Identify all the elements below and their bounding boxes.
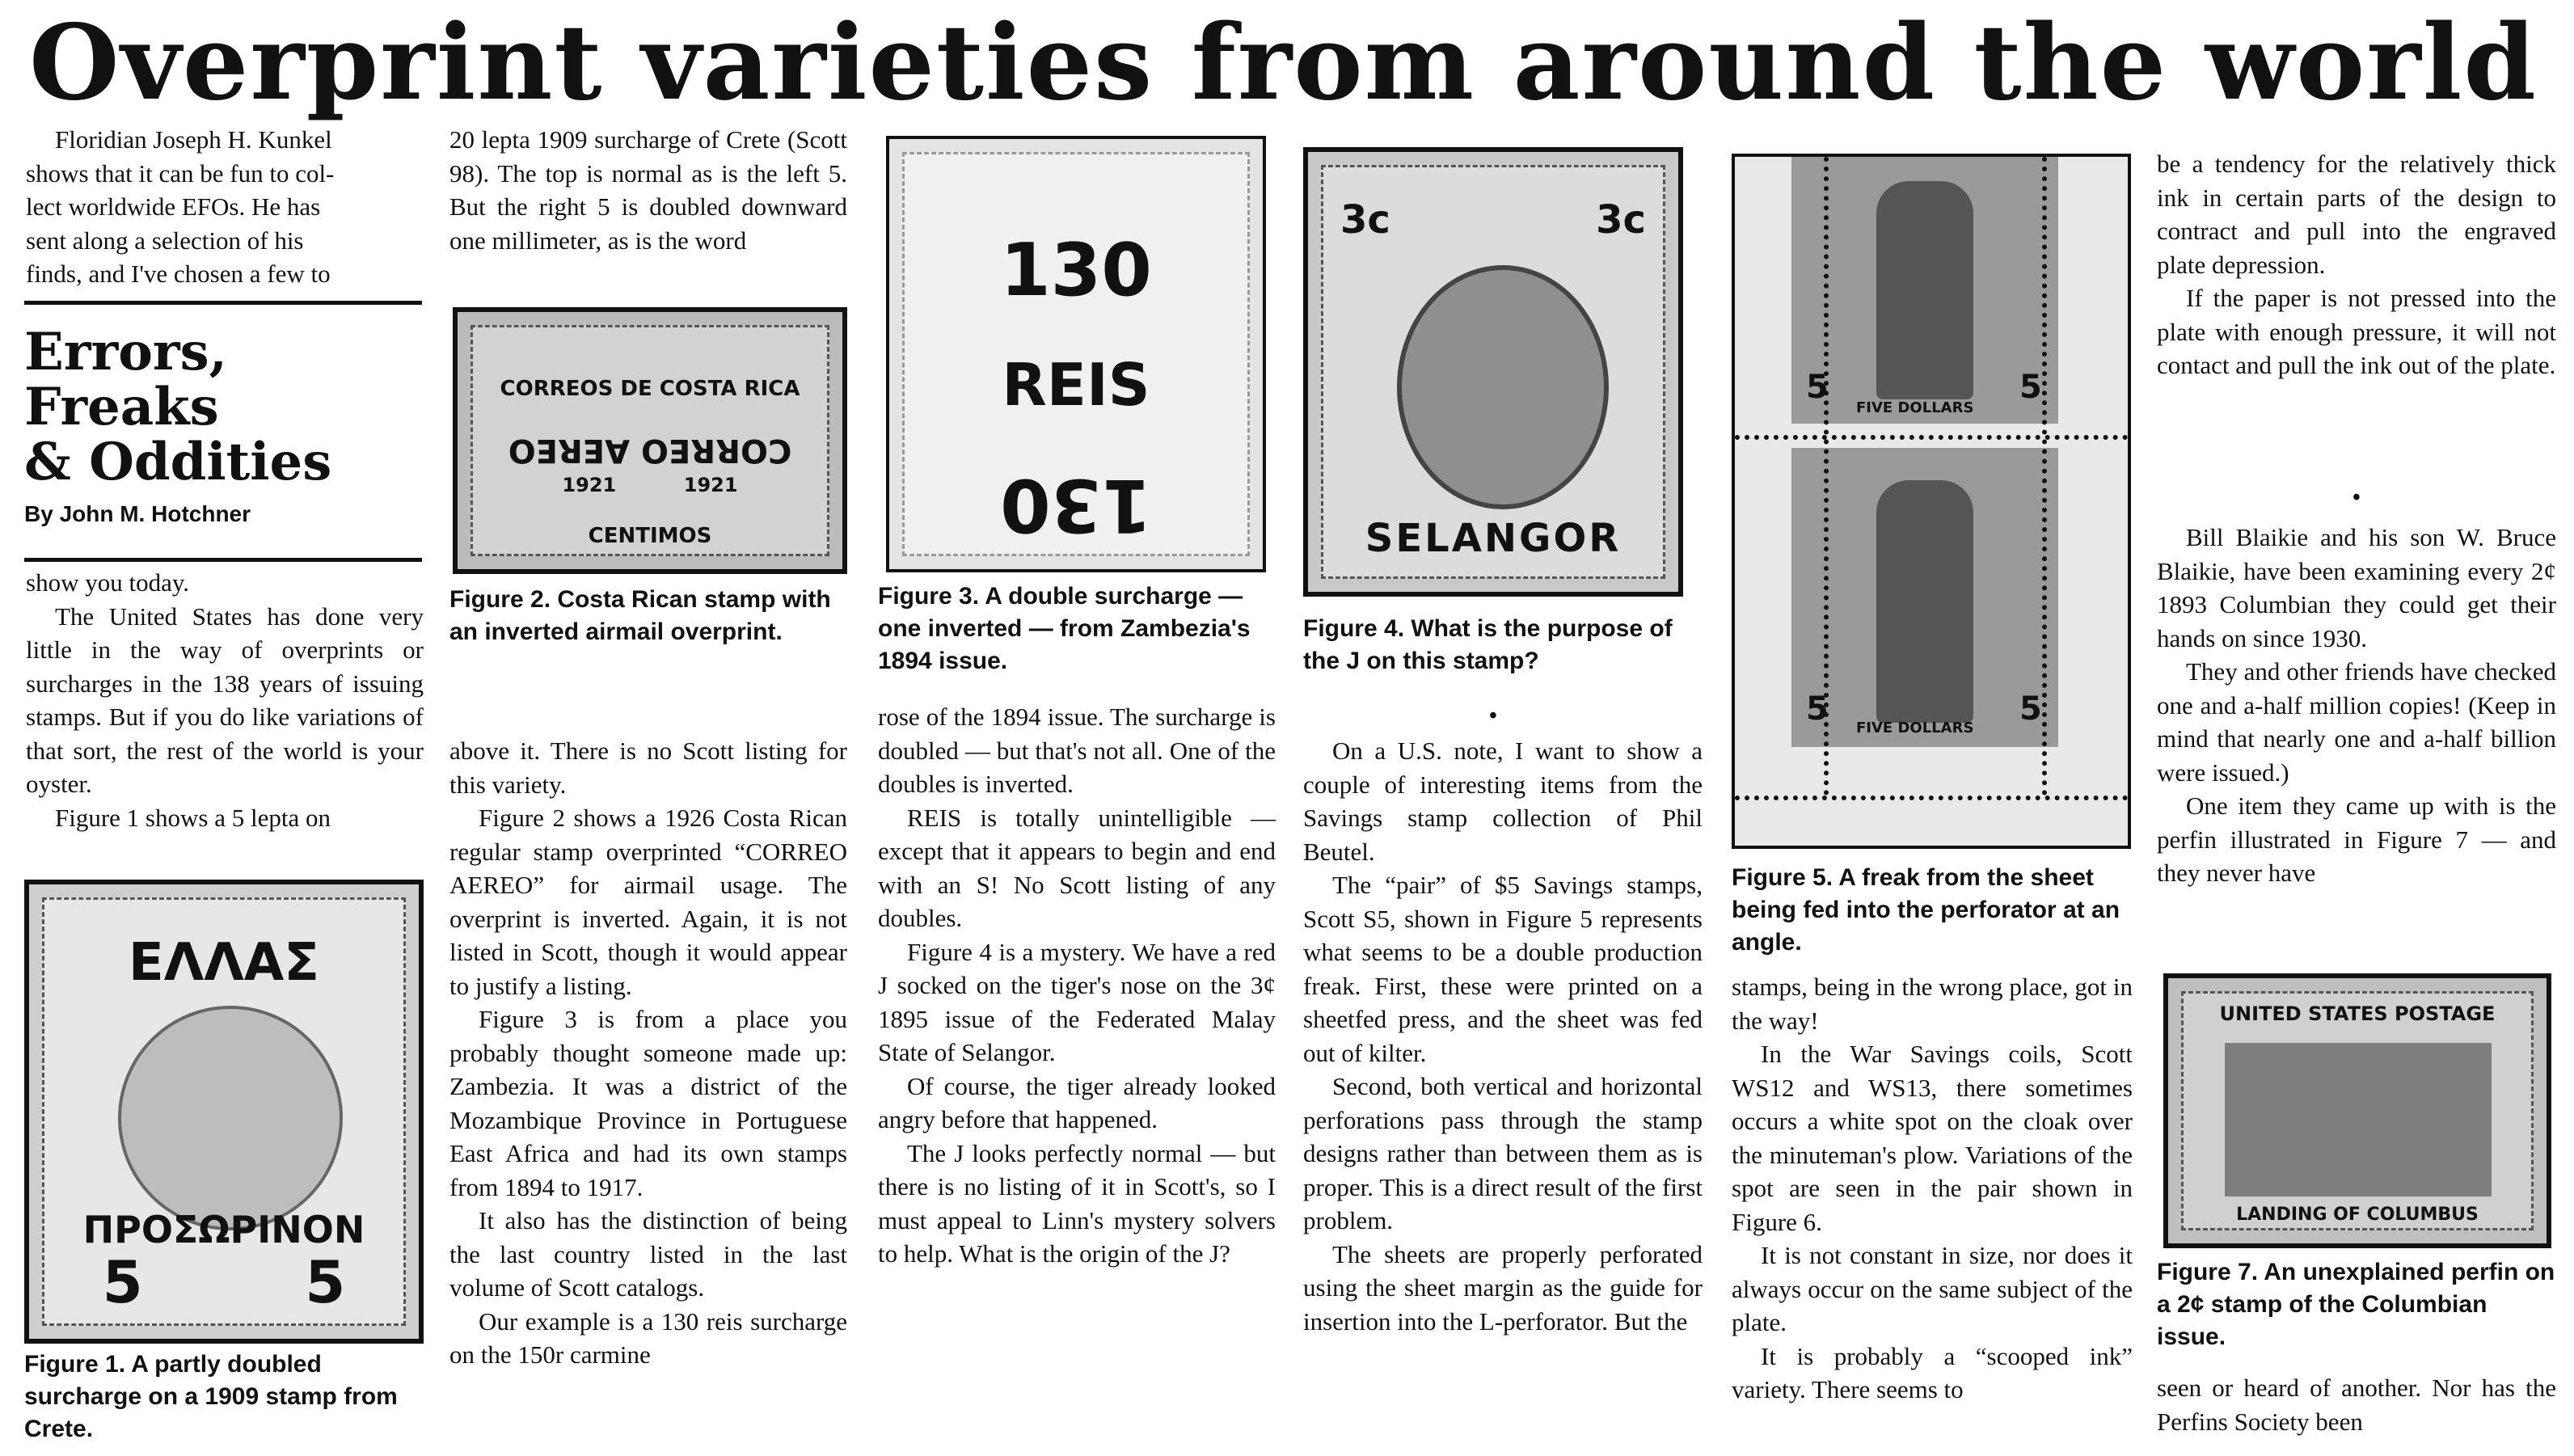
stamp-inverted-value: 130 xyxy=(1000,462,1152,547)
headline: Overprint varieties from around the world xyxy=(29,2,2538,124)
col4-para: The “pair” of $5 Savings stamps, Scott S5, shown in Figure 5 represents what seems to be a double production freak. First, these were printed on a sheetfed press, and the sheet was fed out of kilter. xyxy=(1303,871,1703,1067)
perforation-line xyxy=(1735,796,2128,800)
col2-para: 20 lepta 1909 surcharge of Crete (Scott 98). The top is normal as is the left 5. But the right 5 is doubled downward one millimeter, as is the word xyxy=(449,125,847,255)
stamp-value-text: 5 xyxy=(2019,369,2042,406)
stamp-country-text: ΕΛΛΑΣ xyxy=(128,933,320,993)
col1-intro-line: Floridian Joseph H. Kunkel xyxy=(55,125,332,154)
col1-para: Figure 1 shows a 5 lepta on xyxy=(55,803,331,832)
figure-4-caption: Figure 4. What is the purpose of the J on this stamp? xyxy=(1303,615,1673,674)
column-title-line: Errors, xyxy=(24,322,227,382)
stamp-value-text: 5 5 xyxy=(102,1248,346,1316)
col6-para: Bill Blaikie and his son W. Bruce Blaikie, have been examining every 2¢ 1893 Columbian they could get their hands on since 1930. xyxy=(2157,523,2556,652)
col2-para: It also has the distinction of being the last country listed in the last volume of Scott catalogs. xyxy=(449,1206,847,1302)
col2-para: Figure 2 shows a 1926 Costa Rican regular stamp overprinted “CORREO AEREO” for airmail usage. The overprint is inverted. Again, it is not listed in Scott, though it would appear to justify a listing. xyxy=(449,804,847,1000)
col2-para: Our example is a 130 reis surcharge on the 150r carmine xyxy=(449,1306,847,1369)
section-bullet: • xyxy=(2352,485,2361,510)
stamp-value-text: 3c xyxy=(1596,197,1646,243)
col4-body xyxy=(1303,734,1703,1338)
figure-7-caption: Figure 7. An unexplained perfin on a 2¢ stamp of the Columbian issue. xyxy=(2157,1259,2555,1350)
column-title xyxy=(24,322,332,492)
stamp-country-text: SELANGOR xyxy=(1365,516,1622,561)
byline: By John M. Hotchner xyxy=(24,501,251,526)
col3-para: REIS is totally unintelligible — except that it appears to begin and end with an S! No Scott listing of any doubles. xyxy=(878,803,1276,932)
stamp-surcharge-text: REIS xyxy=(1002,351,1150,419)
figure-1-caption: Figure 1. A partly doubled surcharge on a 1909 stamp from Crete. xyxy=(24,1351,398,1442)
minuteman-figure xyxy=(1876,480,1973,723)
figure-3-caption: Figure 3. A double surcharge — one inverted — from Zambezia's 1894 issue. xyxy=(878,583,1251,674)
stamp-value-text: 5 xyxy=(1806,690,1829,728)
stamp-scene xyxy=(2225,1043,2492,1196)
figure-5-caption: Figure 5. A freak from the sheet being fed into the perforator at an angle. xyxy=(1732,864,2120,956)
divider-rule xyxy=(24,558,422,562)
stamp-overprint-text: ΠΡΟΣΩΡΙΝΟΝ xyxy=(82,1208,365,1251)
figure-7-stamp xyxy=(2163,973,2551,1248)
stamp-country-text: UNITED STATES POSTAGE xyxy=(2219,1002,2496,1025)
col6-para: If the paper is not pressed into the plate with enough pressure, it will not contact and pull the ink out of the plate. xyxy=(2157,284,2556,379)
stamp-portrait xyxy=(118,1006,343,1230)
col6-mid xyxy=(2157,521,2556,890)
col5-body xyxy=(1732,970,2133,1407)
col1-intro-line: lect worldwide EFOs. He has xyxy=(26,192,321,221)
col2-top xyxy=(449,123,847,257)
col1-intro-line: finds, and I've chosen a few to xyxy=(26,260,331,288)
figure-3-stamp xyxy=(886,136,1266,572)
col5-para: In the War Savings coils, Scott WS12 and WS13, there sometimes occurs a white spot on the cloak over the minuteman's plow. Variations of the spot are seen in the pair shown in Figure 6. xyxy=(1732,1040,2133,1236)
col3-para: Of course, the tiger already looked angry before that happened. xyxy=(878,1071,1276,1133)
stamp-value-text: 5 xyxy=(2019,690,2042,728)
col6-para: One item they came up with is the perfin illustrated in Figure 7 — and they never have xyxy=(2157,791,2556,887)
col1-para: The United States has done very little in the way of overprints or surcharges in the 138 years of issuing stamps. But if you do like variations of that sort, the rest of the world is your oyster. xyxy=(26,601,424,798)
col6-top xyxy=(2157,147,2556,382)
col1-intro xyxy=(26,123,430,291)
col3-body xyxy=(878,700,1276,1271)
stamp-value-text: 3c xyxy=(1340,197,1390,243)
stamp-value-text: 5 xyxy=(1806,369,1829,406)
column-title-line: & Oddities xyxy=(24,432,332,492)
col2-para: above it. There is no Scott listing for this variety. xyxy=(449,736,847,799)
col6-para: be a tendency for the relatively thick ink in certain parts of the design to contract and pull into the engraved plate depression. xyxy=(2157,150,2556,279)
figure-1-stamp xyxy=(24,880,424,1344)
stamp-year-text: 1921 1921 xyxy=(562,474,738,496)
stamp-label-text: FIVE DOLLARS xyxy=(1856,720,1974,736)
col4-para: Second, both vertical and horizontal perforations pass through the stamp designs rather than between them as is proper. This is a direct result of the first problem. xyxy=(1303,1072,1703,1234)
col6-para: They and other friends have checked one and a-half million copies! (Keep in mind that nearly one and a-half billion were issued.) xyxy=(2157,657,2556,787)
section-bullet: • xyxy=(1489,703,1497,728)
perforation-line xyxy=(1735,435,2128,440)
col1-para: show you today. xyxy=(26,568,190,597)
col2-body xyxy=(449,734,847,1372)
stamp-country-text: CORREOS DE COSTA RICA xyxy=(500,377,800,401)
column-title-line: Freaks xyxy=(24,377,219,437)
col3-para: The J looks perfectly normal — but there is no listing of it in Scott's, so I must appeal to Linn's mystery solvers to help. What is the origin of the J? xyxy=(878,1138,1276,1268)
perforation-line xyxy=(2042,157,2047,796)
divider-rule xyxy=(24,301,422,305)
perforation-line xyxy=(1824,157,1829,796)
stamp-label-text: FIVE DOLLARS xyxy=(1856,399,1974,416)
col5-para: It is probably a “scooped ink” variety. There seems to xyxy=(1732,1341,2133,1403)
col5-para: It is not constant in size, nor does it always occur on the same subject of the plate. xyxy=(1732,1241,2133,1336)
figure-2-caption: Figure 2. Costa Rican stamp with an inverted airmail overprint. xyxy=(449,586,831,645)
stamp-overprint-text: CORREO AEREO xyxy=(508,432,792,469)
col6-bottom xyxy=(2157,1371,2556,1438)
figure-2-stamp xyxy=(453,307,847,574)
stamp-value-text: CENTIMOS xyxy=(588,524,712,548)
minuteman-figure xyxy=(1876,181,1973,399)
figure-5-stamps xyxy=(1732,154,2131,849)
col6-para: seen or heard of another. Nor has the Perfins Society been xyxy=(2157,1374,2556,1436)
col3-para: rose of the 1894 issue. The surcharge is doubled — but that's not all. One of the doubles is inverted. xyxy=(878,703,1276,798)
col3-para: Figure 4 is a mystery. We have a red J socked on the tiger's nose on the 3¢ 1895 issue of the Federated Malay State of Selangor. xyxy=(878,937,1276,1066)
col1-body xyxy=(26,566,424,834)
col4-para: The sheets are properly perforated using the sheet margin as the guide for insertion into the L-perforator. But the xyxy=(1303,1239,1703,1336)
stamp-value-text: LANDING OF COLUMBUS xyxy=(2236,1205,2479,1225)
tiger-portrait xyxy=(1397,265,1609,509)
col1-intro-line: shows that it can be fun to col- xyxy=(26,158,335,188)
col5-para: stamps, being in the wrong place, got in the way! xyxy=(1732,973,2133,1035)
col4-para: On a U.S. note, I want to show a couple of interesting items from the Savings stamp collection of Phil Beutel. xyxy=(1303,736,1703,866)
figure-4-stamp xyxy=(1303,147,1683,597)
col1-intro-line: sent along a selection of his xyxy=(26,226,304,255)
col2-para: Figure 3 is from a place you probably thought someone made up: Zambezia. It was a district of the Mozambique Province in Portuguese East Africa and had its own stamps from 1894 to 1917. xyxy=(449,1005,847,1201)
stamp-value-text: 130 xyxy=(1000,228,1152,313)
